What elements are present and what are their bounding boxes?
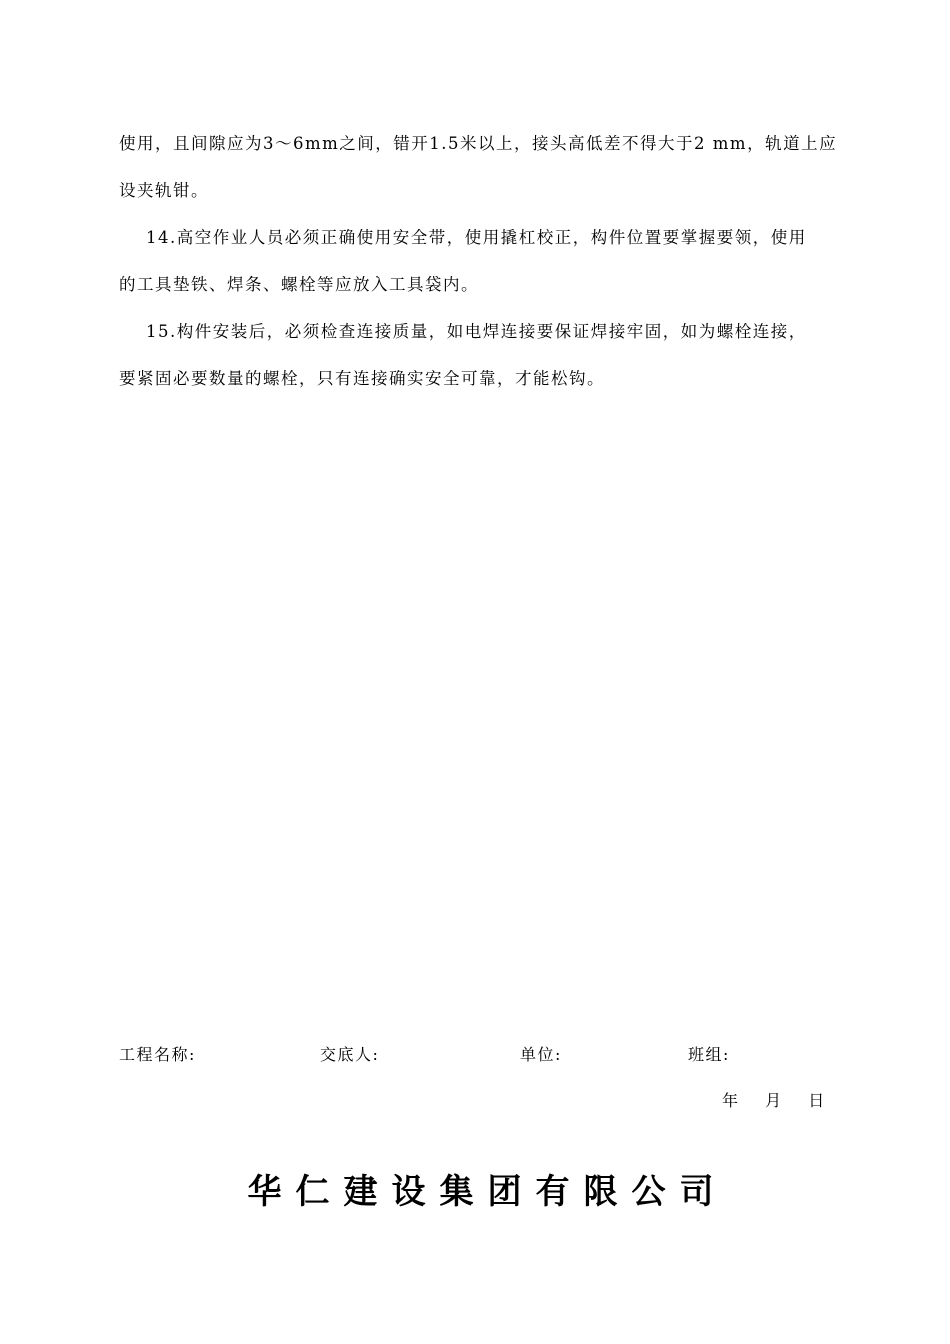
paragraph-line: 使用，且间隙应为3～6mm之间，错开1.5米以上，接头高低差不得大于2 mm，轨道上应	[119, 134, 838, 153]
paragraph-line: 的工具垫铁、焊条、螺栓等应放入工具袋内。	[119, 275, 479, 294]
paragraph-item-14	[119, 214, 861, 308]
body-text	[119, 120, 861, 402]
project-name-label: 工程名称:	[119, 1045, 196, 1064]
presenter-label: 交底人:	[320, 1045, 380, 1064]
paragraph-rail-joint	[119, 120, 861, 214]
date-year: 年	[722, 1091, 739, 1110]
signature-row	[0, 1042, 950, 1066]
date-line	[722, 1088, 846, 1111]
paragraph-line: 14.高空作业人员必须正确使用安全带，使用撬杠校正，构件位置要掌握要领，使用	[146, 228, 807, 247]
paragraph-line: 15.构件安装后，必须检查连接质量，如电焊连接要保证焊接牢固，如为螺栓连接，	[146, 322, 807, 341]
paragraph-line: 设夹轨钳。	[119, 181, 209, 200]
company-name: 华仁建设集团有限公司	[247, 1172, 728, 1212]
date-day: 日	[808, 1091, 825, 1110]
date-month: 月	[765, 1091, 782, 1110]
unit-label: 单位:	[520, 1045, 562, 1064]
paragraph-item-15	[119, 308, 861, 402]
team-label: 班组:	[688, 1045, 730, 1064]
paragraph-line: 要紧固必要数量的螺栓，只有连接确实安全可靠，才能松钩。	[119, 369, 605, 388]
